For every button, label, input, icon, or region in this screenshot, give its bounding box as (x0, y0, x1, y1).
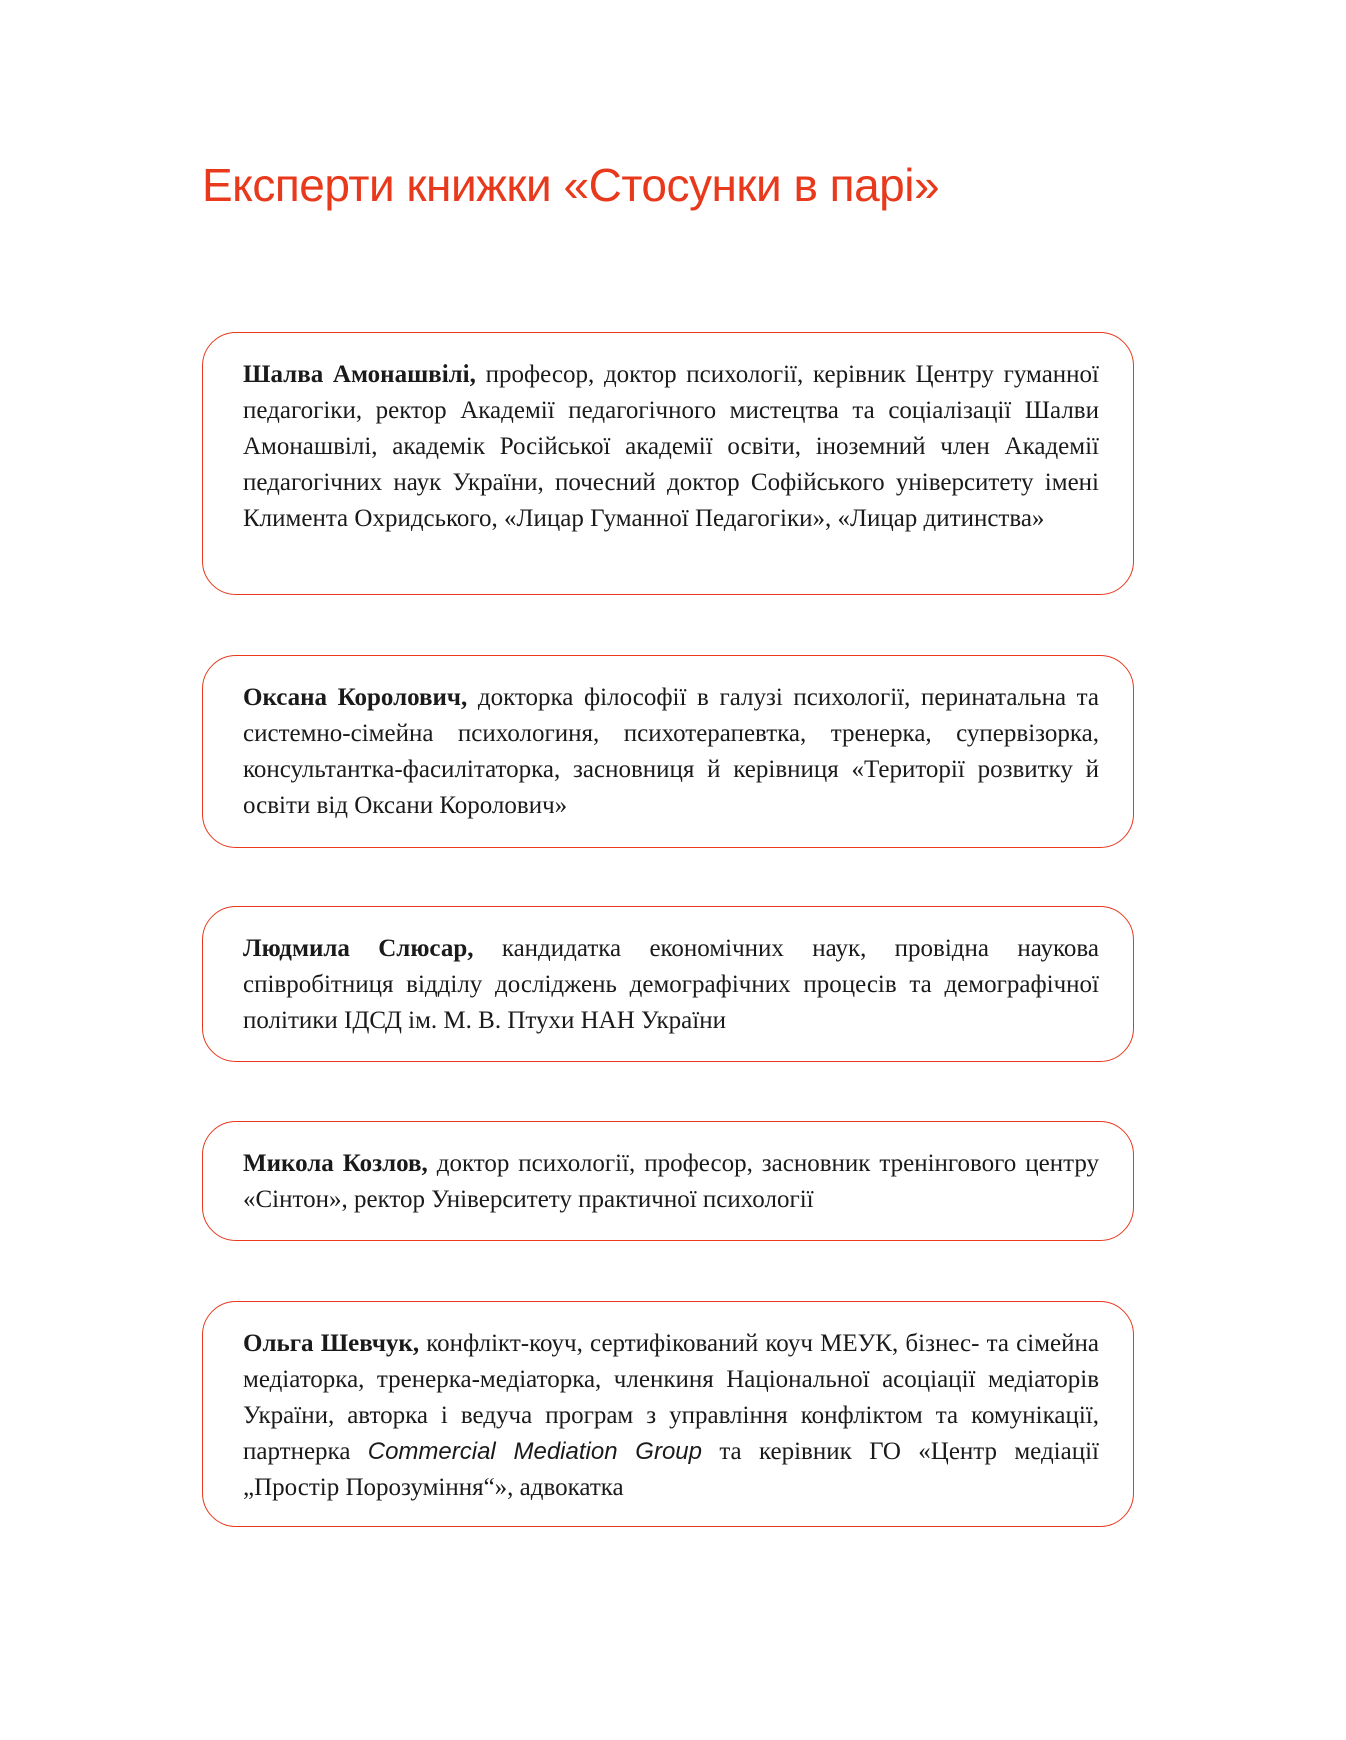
expert-card (202, 655, 1134, 848)
expert-bio (243, 1326, 1099, 1506)
expert-card (202, 906, 1134, 1062)
expert-organization: Commercial Mediation Group (367, 1438, 702, 1465)
expert-card (202, 1121, 1134, 1241)
page-title: Експерти книжки «Стосунки в парі» (202, 159, 940, 211)
expert-description-end: та керівник ГО «Центр медіації „Простір Порозуміння“», адвокатка (243, 1438, 1099, 1501)
expert-description: доктор психології, професор, засновник тренінгового центру «Сінтон», ректор Університету практичної психології (243, 1150, 1099, 1213)
expert-bio (243, 1146, 1099, 1218)
expert-description: професор, доктор психології, керівник Центру гуманної педагогіки, ректор Академії педагогічного мистецтва та соціалізації Шалви Амонашвілі, академік Російської академії освіти, іноземний член Академії педагогічних наук України, почесний доктор Софійського університету імені Климента Охридського, «Лицар Гуманної Педагогіки», «Лицар дитинства» (243, 361, 1099, 532)
expert-card (202, 332, 1134, 595)
expert-name: Оксана Королович, (243, 684, 468, 711)
expert-bio (243, 357, 1099, 537)
expert-description: конфлікт-коуч, сертифікований коуч МЕУК, бізнес- та сімейна медіаторка, тренерка-медіаторка, членкиня Національної асоціації медіаторів України, авторка і ведуча програм з управління конфліктом та комунікації, партнерка (243, 1330, 1099, 1465)
expert-bio (243, 931, 1099, 1039)
expert-description: докторка філософії в галузі психології, перинатальна та системно-сімейна психологиня, психотерапевтка, тренерка, супервізорка, консультантка-фасилітаторка, засновниця й керівниця «Території розвитку й освіти від Оксани Королович» (243, 684, 1099, 819)
expert-name: Микола Козлов, (243, 1150, 428, 1177)
expert-name: Шалва Амонашвілі, (243, 361, 476, 388)
expert-description: кандидатка економічних наук, провідна наукова співробітниця відділу досліджень демографічних процесів та демографічної політики ІДСД ім. М. В. Птухи НАН України (243, 935, 1099, 1034)
expert-name: Ольга Шевчук, (243, 1330, 420, 1357)
expert-name: Людмила Слюсар, (243, 935, 474, 962)
expert-bio (243, 680, 1099, 824)
expert-card (202, 1301, 1134, 1527)
